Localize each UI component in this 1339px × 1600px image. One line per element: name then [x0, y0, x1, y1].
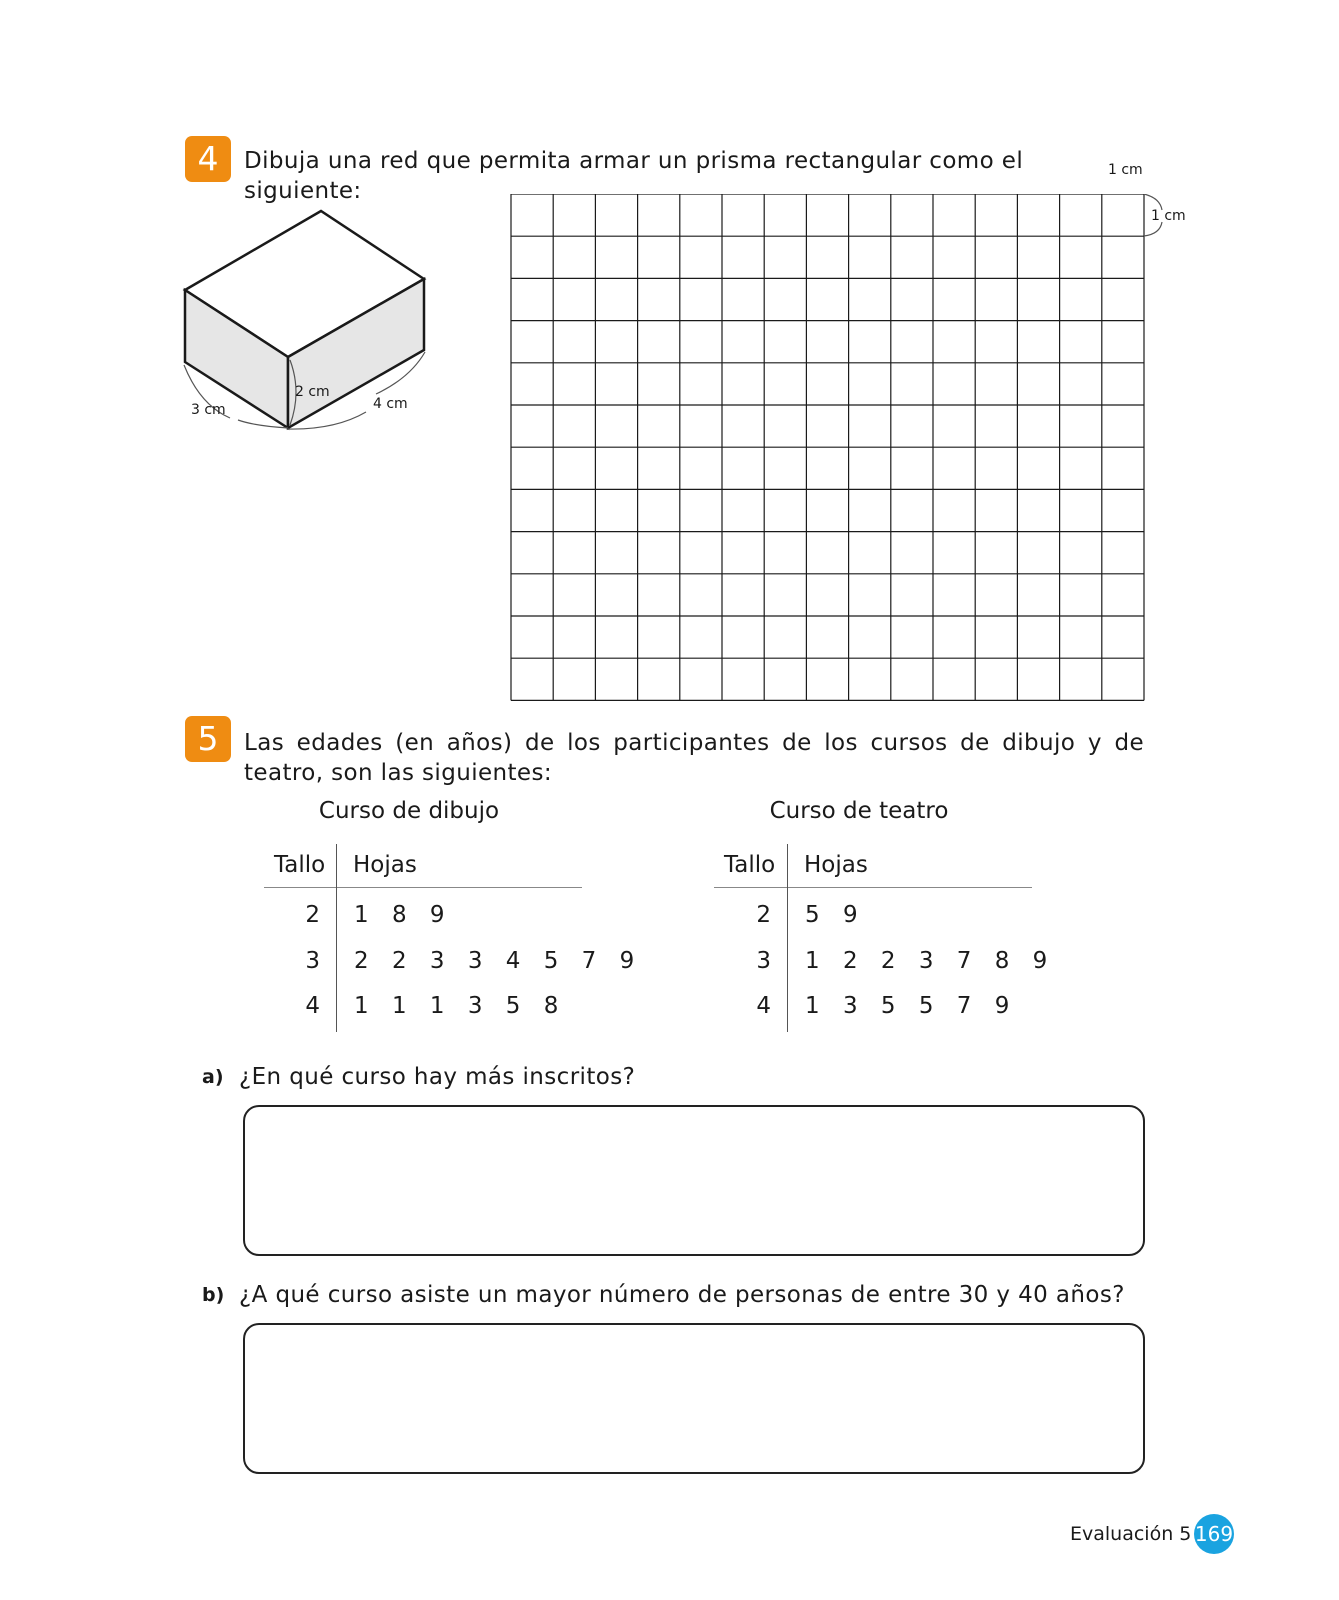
stem-leaf-divider-teatro	[714, 887, 1032, 888]
prism-height-label: 2 cm	[295, 384, 330, 400]
stem-teatro-row-2: 3	[756, 948, 771, 974]
leaves-teatro-row-3: 1 3 5 5 7 9	[805, 993, 1018, 1019]
stem-teatro-row-1: 2	[756, 902, 771, 928]
leaf-header-dibujo: Hojas	[353, 852, 417, 878]
stem-dibujo-row-1: 2	[305, 902, 320, 928]
stem-leaf-title-dibujo: Curso de dibujo	[318, 798, 500, 824]
leaves-teatro-row-2: 1 2 2 3 7 8 9	[805, 948, 1056, 974]
leaves-dibujo-row-3: 1 1 1 3 5 8	[354, 993, 567, 1019]
stem-dibujo-row-2: 3	[305, 948, 320, 974]
leaf-header-teatro: Hojas	[804, 852, 868, 878]
stem-header-dibujo: Tallo	[274, 852, 326, 878]
grid-cell-width-label: 1 cm	[1108, 162, 1143, 178]
question-4-badge: 4	[185, 136, 231, 182]
drawing-grid[interactable]	[510, 194, 1200, 704]
page-number: 169	[1194, 1514, 1234, 1554]
part-b-question: ¿A qué curso asiste un mayor número de personas de entre 30 y 40 años?	[239, 1282, 1125, 1308]
leaves-teatro-row-1: 5 9	[805, 902, 866, 928]
stem-leaf-divider-dibujo	[264, 887, 582, 888]
part-a-letter: a)	[202, 1066, 224, 1088]
part-a-answer-box[interactable]	[243, 1105, 1145, 1256]
footer-section-label: Evaluación 5	[1070, 1523, 1192, 1545]
grid-cell-height-label: 1 cm	[1151, 208, 1186, 224]
part-b-letter: b)	[202, 1284, 225, 1306]
stem-dibujo-row-3: 4	[305, 993, 320, 1019]
question-5-badge: 5	[185, 716, 231, 762]
part-a-question: ¿En qué curso hay más inscritos?	[239, 1064, 636, 1090]
leaves-dibujo-row-2: 2 2 3 3 4 5 7 9	[354, 948, 643, 974]
stem-teatro-row-3: 4	[756, 993, 771, 1019]
leaves-dibujo-row-1: 1 8 9	[354, 902, 453, 928]
part-b-answer-box[interactable]	[243, 1323, 1145, 1474]
stem-leaf-separator-dibujo	[336, 844, 337, 1032]
stem-header-teatro: Tallo	[724, 852, 776, 878]
stem-leaf-title-teatro: Curso de teatro	[769, 798, 949, 824]
question-4-text: Dibuja una red que permita armar un prisma rectangular como el siguiente:	[244, 148, 1024, 204]
prism-depth-label: 4 cm	[373, 396, 408, 412]
stem-leaf-separator-teatro	[787, 844, 788, 1032]
prism-width-label: 3 cm	[191, 402, 226, 418]
question-5-text: Las edades (en años) de los participantes de los cursos de dibujo y de teatro, son las siguientes:	[244, 730, 1144, 786]
